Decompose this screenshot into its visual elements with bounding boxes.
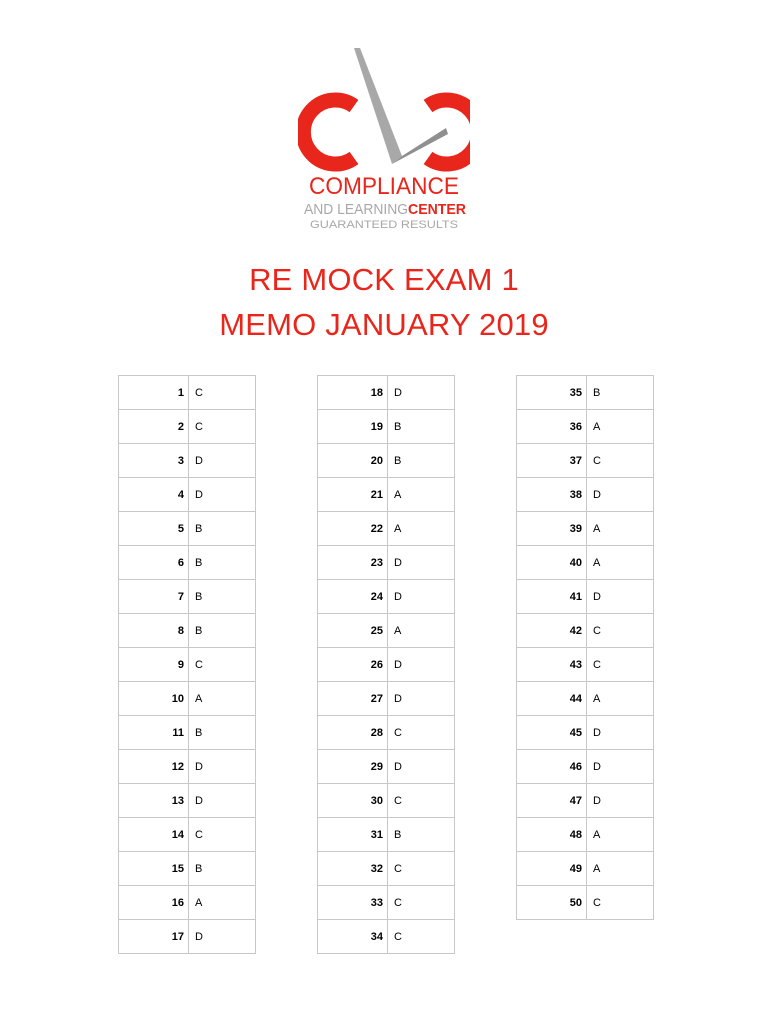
answer-row — [119, 376, 256, 410]
answer-letter: A — [388, 512, 455, 546]
answer-row — [318, 478, 455, 512]
question-number: 31 — [318, 818, 388, 852]
answer-letter: A — [587, 682, 654, 716]
question-number: 24 — [318, 580, 388, 614]
answer-row — [318, 818, 455, 852]
answer-letter: C — [189, 818, 256, 852]
question-number: 1 — [119, 376, 189, 410]
question-number: 23 — [318, 546, 388, 580]
question-number: 40 — [517, 546, 587, 580]
answer-letter: C — [388, 784, 455, 818]
question-number: 18 — [318, 376, 388, 410]
question-number: 38 — [517, 478, 587, 512]
company-logo — [298, 42, 470, 232]
answer-letter: C — [587, 648, 654, 682]
answer-letter: C — [189, 410, 256, 444]
question-number: 19 — [318, 410, 388, 444]
answer-row — [318, 444, 455, 478]
answer-letter: B — [189, 512, 256, 546]
answer-letter: A — [587, 410, 654, 444]
question-number: 5 — [119, 512, 189, 546]
answer-row — [119, 750, 256, 784]
answer-letter: D — [388, 376, 455, 410]
document-title: RE MOCK EXAM 1 — [249, 262, 519, 297]
answer-letter: D — [189, 750, 256, 784]
question-number: 41 — [517, 580, 587, 614]
question-number: 7 — [119, 580, 189, 614]
logo-text-guaranteed-results: GUARANTEED RESULTS — [310, 219, 458, 231]
answer-row — [119, 546, 256, 580]
question-number: 30 — [318, 784, 388, 818]
answer-letter: A — [388, 614, 455, 648]
logo-letter-c-right — [428, 100, 470, 164]
answer-row — [517, 784, 654, 818]
question-number: 49 — [517, 852, 587, 886]
answer-letter: D — [388, 750, 455, 784]
answer-letter: B — [189, 546, 256, 580]
question-number: 4 — [119, 478, 189, 512]
answer-table-column-2 — [317, 375, 455, 954]
answer-letter: B — [189, 716, 256, 750]
answer-letter: D — [587, 716, 654, 750]
question-number: 43 — [517, 648, 587, 682]
answer-letter: B — [388, 410, 455, 444]
answer-letter: C — [388, 920, 455, 954]
answer-row — [318, 410, 455, 444]
answer-row — [119, 478, 256, 512]
answer-row — [517, 444, 654, 478]
question-number: 11 — [119, 716, 189, 750]
answer-letter: A — [587, 512, 654, 546]
answer-letter: B — [388, 444, 455, 478]
answer-letter: C — [189, 648, 256, 682]
answer-row — [119, 682, 256, 716]
answer-letter: D — [189, 478, 256, 512]
question-number: 46 — [517, 750, 587, 784]
question-number: 28 — [318, 716, 388, 750]
answer-row — [517, 716, 654, 750]
answer-row — [318, 920, 455, 954]
answer-letter: B — [189, 580, 256, 614]
answer-letter: D — [587, 750, 654, 784]
question-number: 47 — [517, 784, 587, 818]
answer-letter: D — [587, 478, 654, 512]
answer-letter: D — [189, 784, 256, 818]
answer-letter: A — [587, 546, 654, 580]
answer-row — [119, 648, 256, 682]
answer-row — [119, 716, 256, 750]
question-number: 26 — [318, 648, 388, 682]
document-subtitle: MEMO JANUARY 2019 — [219, 307, 549, 342]
question-number: 21 — [318, 478, 388, 512]
answer-row — [517, 410, 654, 444]
logo-text-compliance: COMPLIANCE — [309, 173, 459, 200]
question-number: 45 — [517, 716, 587, 750]
answer-row — [318, 512, 455, 546]
answer-letter: C — [587, 886, 654, 920]
answer-row — [119, 580, 256, 614]
answer-row — [119, 784, 256, 818]
answer-row — [517, 614, 654, 648]
logo-text-center: CENTER — [408, 201, 467, 218]
answer-row — [517, 648, 654, 682]
answer-row — [318, 886, 455, 920]
question-number: 27 — [318, 682, 388, 716]
answer-row — [517, 580, 654, 614]
answer-row — [517, 852, 654, 886]
question-number: 8 — [119, 614, 189, 648]
answer-row — [318, 580, 455, 614]
question-number: 17 — [119, 920, 189, 954]
question-number: 29 — [318, 750, 388, 784]
answer-row — [318, 614, 455, 648]
answer-letter: B — [388, 818, 455, 852]
question-number: 10 — [119, 682, 189, 716]
answer-letter: D — [587, 784, 654, 818]
answer-row — [119, 512, 256, 546]
question-number: 35 — [517, 376, 587, 410]
answer-letter: C — [388, 716, 455, 750]
question-number: 22 — [318, 512, 388, 546]
answer-letter: C — [189, 376, 256, 410]
answer-row — [318, 716, 455, 750]
answer-letter: C — [587, 444, 654, 478]
question-number: 25 — [318, 614, 388, 648]
answer-row — [119, 444, 256, 478]
answer-table-column-3 — [516, 375, 654, 920]
answer-letter: D — [388, 580, 455, 614]
answer-letter: C — [388, 886, 455, 920]
question-number: 3 — [119, 444, 189, 478]
question-number: 37 — [517, 444, 587, 478]
answer-row — [318, 852, 455, 886]
answer-row — [517, 512, 654, 546]
answer-row — [119, 818, 256, 852]
question-number: 6 — [119, 546, 189, 580]
question-number: 13 — [119, 784, 189, 818]
answer-row — [318, 648, 455, 682]
question-number: 36 — [517, 410, 587, 444]
question-number: 12 — [119, 750, 189, 784]
logo-graphic — [298, 42, 470, 232]
answer-row — [517, 682, 654, 716]
question-number: 32 — [318, 852, 388, 886]
question-number: 42 — [517, 614, 587, 648]
answer-row — [119, 886, 256, 920]
answer-table-column-1 — [118, 375, 256, 954]
answer-letter: A — [587, 852, 654, 886]
question-number: 34 — [318, 920, 388, 954]
answer-letter: A — [388, 478, 455, 512]
answer-letter: B — [189, 614, 256, 648]
logo-letter-c-left — [303, 100, 354, 164]
answer-row — [517, 478, 654, 512]
question-number: 15 — [119, 852, 189, 886]
answer-row — [517, 750, 654, 784]
answer-row — [119, 410, 256, 444]
answer-letter: C — [587, 614, 654, 648]
answer-letter: B — [587, 376, 654, 410]
answer-letter: D — [189, 920, 256, 954]
answer-letter: D — [189, 444, 256, 478]
answer-letter: D — [388, 682, 455, 716]
question-number: 14 — [119, 818, 189, 852]
answer-row — [318, 750, 455, 784]
question-number: 20 — [318, 444, 388, 478]
answer-row — [517, 376, 654, 410]
answer-letter: B — [189, 852, 256, 886]
question-number: 39 — [517, 512, 587, 546]
answer-row — [318, 376, 455, 410]
answer-row — [318, 784, 455, 818]
question-number: 9 — [119, 648, 189, 682]
answer-row — [119, 614, 256, 648]
question-number: 48 — [517, 818, 587, 852]
answer-row — [517, 818, 654, 852]
answer-row — [517, 546, 654, 580]
answer-letter: D — [587, 580, 654, 614]
question-number: 33 — [318, 886, 388, 920]
question-number: 2 — [119, 410, 189, 444]
answer-letter: C — [388, 852, 455, 886]
answer-row — [318, 546, 455, 580]
question-number: 50 — [517, 886, 587, 920]
answer-row — [119, 920, 256, 954]
answer-letter: A — [189, 886, 256, 920]
logo-text-and-learning: AND LEARNING — [304, 201, 408, 218]
question-number: 44 — [517, 682, 587, 716]
answer-row — [517, 886, 654, 920]
answer-letter: D — [388, 546, 455, 580]
answer-letter: A — [587, 818, 654, 852]
answer-letter: D — [388, 648, 455, 682]
answer-letter: A — [189, 682, 256, 716]
answer-row — [119, 852, 256, 886]
question-number: 16 — [119, 886, 189, 920]
answer-row — [318, 682, 455, 716]
logo-check-long — [354, 48, 402, 164]
